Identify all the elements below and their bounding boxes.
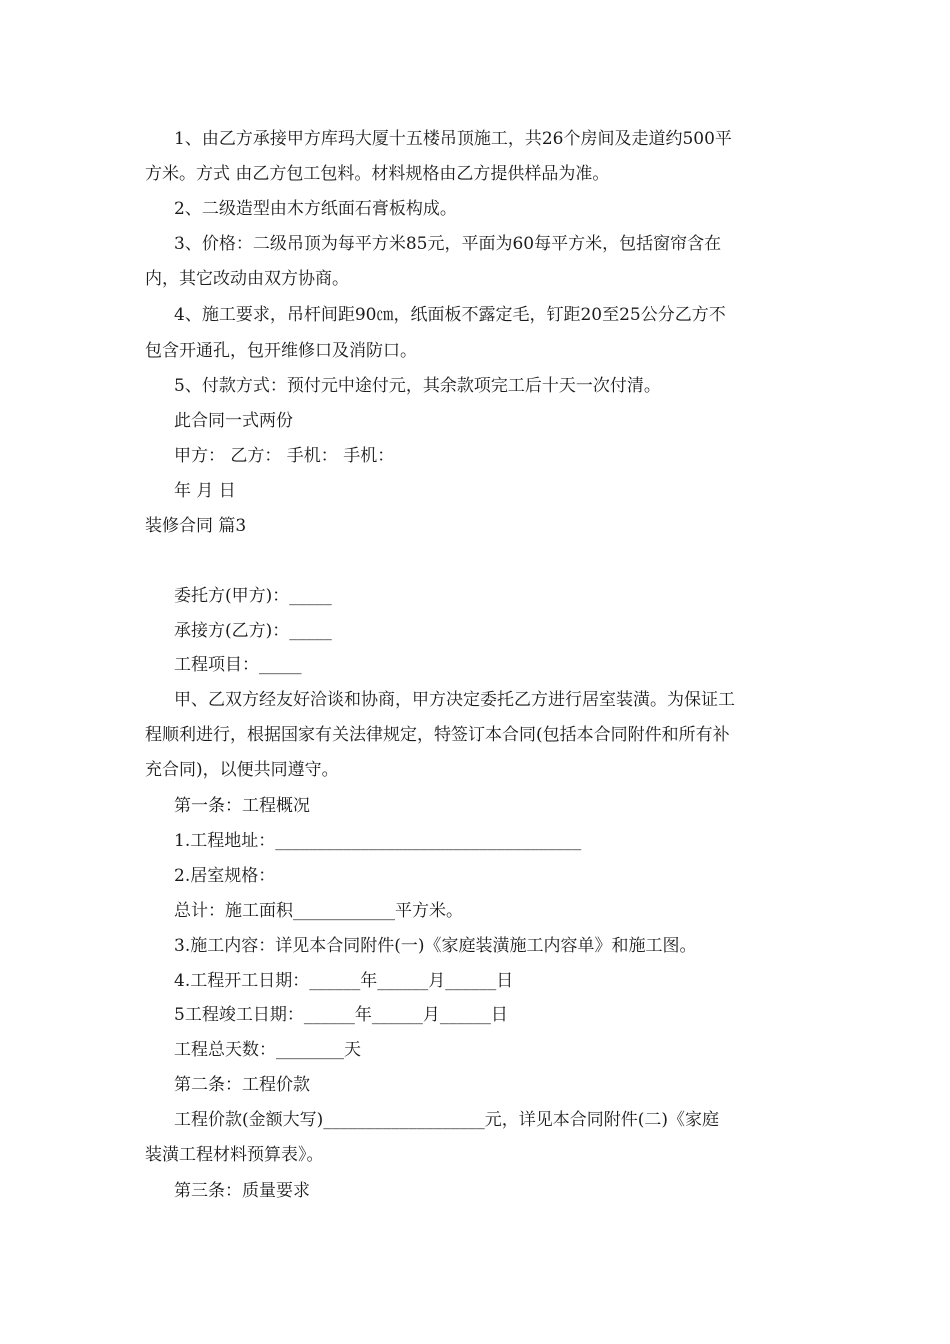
price-line-2: 装潢工程材料预算表》。 <box>145 1145 324 1165</box>
contractor-field: 承接方(乙方)：_____ <box>174 621 332 641</box>
clause-1-line-2: 方米。方式 由乙方包工包料。材料规格由乙方提供样品为准。 <box>145 164 610 184</box>
total-days: 工程总天数：________天 <box>174 1040 361 1060</box>
construction-area: 总计：施工面积____________平方米。 <box>174 901 463 921</box>
clause-3-line-1: 3、价格：二级吊顶为每平方米85元，平面为60每平方米，包括窗帘含在 <box>174 234 722 254</box>
start-date: 4.工程开工日期：______年______月______日 <box>174 971 514 991</box>
clause-2: 2、二级造型由木方纸面石膏板构成。 <box>174 199 457 219</box>
clause-4-line-1: 4、施工要求，吊杆间距90㎝，纸面板不露定毛，钉距20至25公分乙方不 <box>174 305 726 325</box>
clause-1-line-1: 1、由乙方承接甲方库玛大厦十五楼吊顶施工，共26个房间及走道约500平 <box>174 129 732 149</box>
article-3-heading: 第三条：质量要求 <box>174 1181 310 1201</box>
article-2-heading: 第二条：工程价款 <box>174 1075 310 1095</box>
intro-line-3: 充合同)，以便共同遵守。 <box>145 760 339 780</box>
intro-line-1: 甲、乙双方经友好洽谈和协商，甲方决定委托乙方进行居室装潢。为保证工 <box>174 690 735 710</box>
signature-date: 年 月 日 <box>174 481 236 501</box>
section-title: 装修合同 篇3 <box>145 516 247 536</box>
clause-5: 5、付款方式：预付元中途付元，其余款项完工后十天一次付清。 <box>174 376 661 396</box>
clause-4-line-2: 包含开通孔，包开维修口及消防口。 <box>145 341 417 361</box>
client-field: 委托方(甲方)：_____ <box>174 586 332 606</box>
project-field: 工程项目：_____ <box>174 655 302 675</box>
clause-3-line-2: 内，其它改动由双方协商。 <box>145 269 349 289</box>
room-spec: 2.居室规格： <box>174 866 276 886</box>
price-line-1: 工程价款(金额大写)___________________元，详见本合同附件(二)《家庭 <box>174 1110 720 1130</box>
completion-date: 5工程竣工日期：______年______月______日 <box>174 1005 508 1025</box>
construction-content: 3.施工内容：详见本合同附件(一)《家庭装潢施工内容单》和施工图。 <box>174 936 697 956</box>
signature-parties: 甲方： 乙方： 手机： 手机： <box>174 446 395 466</box>
copies-note: 此合同一式两份 <box>174 411 293 431</box>
article-1-heading: 第一条：工程概况 <box>174 796 310 816</box>
project-address: 1.工程地址：____________________________________ <box>174 831 582 851</box>
intro-line-2: 程顺利进行，根据国家有关法律规定，特签订本合同(包括本合同附件和所有补 <box>145 725 730 745</box>
